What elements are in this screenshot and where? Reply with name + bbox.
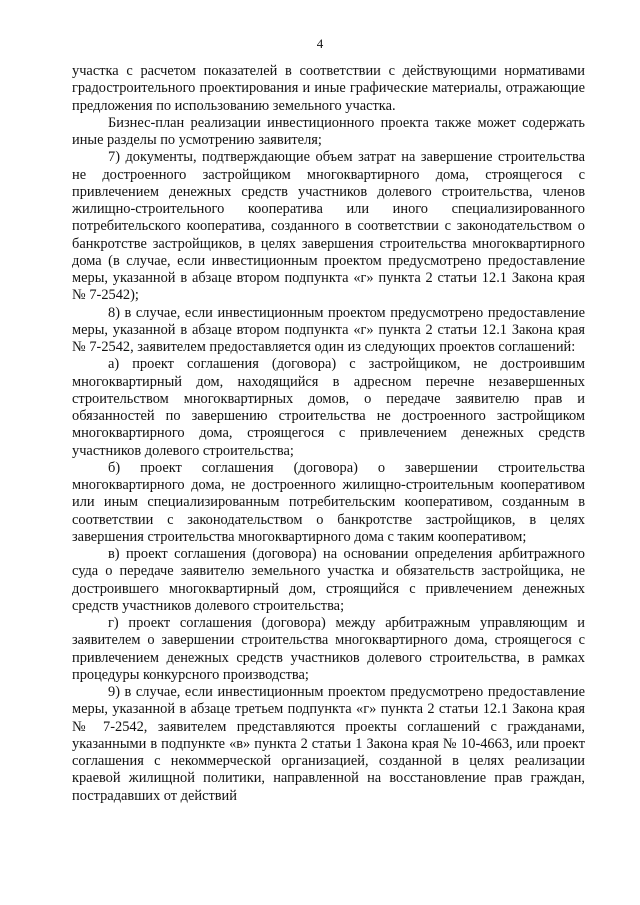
paragraph: в) проект соглашения (договора) на основании определения арбитражного суда о передаче заявителю земельного участка и обязательств застройщика, не достроившего многоквартирный дом, строящийся с привлечением денежных средств участников долевого строительства;: [72, 546, 585, 614]
paragraph: а) проект соглашения (договора) с застройщиком, не достроившим многоквартирный дом, находящийся в адресном перечне незавершенных строительством многоквартирных домов, о передаче заявителю прав и обязанностей по завершению строительства не достроенного застройщиком многоквартирного дома, строящегося с привлечением денежных средств участников долевого строительства;: [72, 356, 585, 459]
paragraph: 9) в случае, если инвестиционным проектом предусмотрено предоставление меры, указанной в абзаце третьем подпункта «г» пункта 2 статьи 12.1 Закона края № 7-2542, заявителем представляются проекты соглашений с гражданами, указанными в подпункте «в» пункта 2 статьи 1 Закона края № 10-4663, или проект соглашения с некоммерческой организацией, созданной в целях реализации краевой жилищной политики, направленной на восстановление прав граждан, пострадавших от действий: [72, 684, 585, 804]
page-number: 4: [316, 36, 324, 51]
paragraph: участка с расчетом показателей в соответствии с действующими нормативами градостроительного проектирования и иные графические материалы, отражающие предложения по использованию земельного участка.: [72, 63, 585, 114]
paragraph: 7) документы, подтверждающие объем затрат на завершение строительства не достроенного застройщиком многоквартирного дома, строящегося с привлечением денежных средств участников долевого строительства, членов жилищно-строительного кооператива или иного специализированного потребительского кооператива, созданного в соответствии с законодательством о банкротстве застройщиков, в целях завершения строительства многоквартирного дома (в случае, если инвестиционным проектом предусмотрено предоставление меры, указанной в абзаце втором подпункта «г» пункта 2 статьи 12.1 Закона края № 7-2542);: [72, 149, 585, 304]
paragraph: г) проект соглашения (договора) между арбитражным управляющим и заявителем о завершении строительства многоквартирного дома, строящегося с привлечением денежных средств участников долевого строительства, в рамках процедуры конкурсного производства;: [72, 615, 585, 683]
document-body: [72, 63, 585, 805]
paragraph: 8) в случае, если инвестиционным проектом предусмотрено предоставление меры, указанной в абзаце втором подпункта «г» пункта 2 статьи 12.1 Закона края № 7-2542, заявителем предоставляется один из следующих проектов соглашений:: [72, 304, 585, 355]
paragraph: Бизнес-план реализации инвестиционного проекта также может содержать иные разделы по усмотрению заявителя;: [72, 114, 585, 148]
paragraph: б) проект соглашения (договора) о завершении строительства многоквартирного дома, не достроенного жилищно-строительным кооперативом или иным специализированным потребительским кооперативом, созданным в соответствии с законодательством о банкротстве застройщиков, в целях завершения строительства многоквартирного дома с таким кооперативом;: [72, 459, 585, 545]
